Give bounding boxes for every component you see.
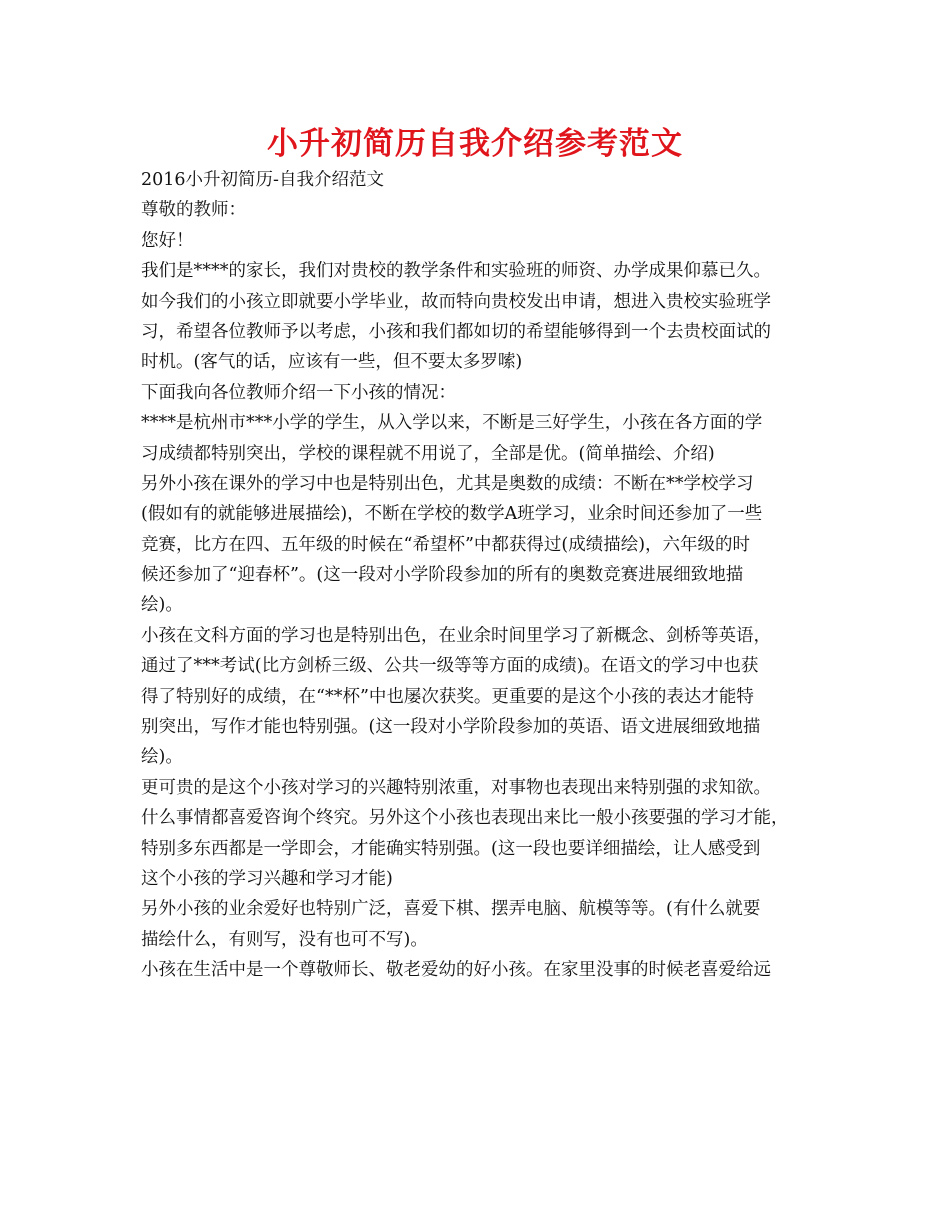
document-title: 小升初简历自我介绍参考范文 xyxy=(267,126,683,162)
body-line: 特别多东西都是一学即会，才能确实特别强。(这一段也要详细描绘，让人感受到 xyxy=(141,838,761,859)
body-line: 尊敬的教师： xyxy=(141,200,246,221)
body-line: 绘)。 xyxy=(141,595,183,616)
body-line: 别突出，写作才能也特别强。(这一段对小学阶段参加的英语、语文进展细致地描 xyxy=(141,717,761,738)
body-line: 小孩在文科方面的学习也是特别出色，在业余时间里学习了新概念、剑桥等英语， xyxy=(141,625,771,646)
body-line: 得了特别好的成绩，在“**杯”中也屡次获奖。更重要的是这个小孩的表达才能特 xyxy=(141,686,754,707)
body-line: 如今我们的小孩立即就要小学毕业，故而特向贵校发出申请，想进入贵校实验班学 xyxy=(141,291,771,312)
body-line: 2016小升初简历-自我介绍范文 xyxy=(141,170,384,190)
body-line: 通过了***考试(比方剑桥三级、公共一级等等方面的成绩)。在语文的学习中也获 xyxy=(141,656,759,677)
body-line: 竞赛，比方在四、五年级的时候在“希望杯”中都获得过(成绩描绘)，六年级的时 xyxy=(141,534,751,555)
body-line: 我们是****的家长，我们对贵校的教学条件和实验班的师资、办学成果仰慕已久。 xyxy=(141,261,771,282)
body-line: 另外小孩在课外的学习中也是特别出色，尤其是奥数的成绩：不断在**学校学习 xyxy=(141,473,754,494)
body-line: 您好！ xyxy=(141,230,194,251)
body-line: 绘)。 xyxy=(141,747,183,768)
body-line: 描绘什么，有则写，没有也可不写)。 xyxy=(141,929,428,950)
body-line: ****是杭州市***小学的学生，从入学以来，不断是三好学生，小孩在各方面的学 xyxy=(141,413,763,434)
body-line: 小孩在生活中是一个尊敬师长、敬老爱幼的好小孩。在家里没事的时候老喜爱给远 xyxy=(141,960,771,981)
body-line: (假如有的就能够进展描绘)，不断在学校的数学A班学习，业余时间还参加了一些 xyxy=(141,504,763,525)
body-line: 这个小孩的学习兴趣和学习才能) xyxy=(141,868,393,889)
document-body xyxy=(141,166,831,987)
body-line: 习，希望各位教师予以考虑，小孩和我们都如切的希望能够得到一个去贵校面试的 xyxy=(141,321,771,342)
body-line: 另外小孩的业余爱好也特别广泛，喜爱下棋、摆弄电脑、航模等等。(有什么就要 xyxy=(141,899,761,920)
body-line: 下面我向各位教师介绍一下小孩的情况： xyxy=(141,382,456,403)
body-line: 什么事情都喜爱咨询个终究。另外这个小孩也表现出来比一般小孩要强的学习才能， xyxy=(141,808,789,829)
body-line: 习成绩都特别突出，学校的课程就不用说了，全部是优。(简单描绘、介绍) xyxy=(141,443,715,464)
body-line: 时机。(客气的话，应该有一些，但不要太多罗嗦) xyxy=(141,352,523,373)
body-line: 候还参加了“迎春杯”。(这一段对小学阶段参加的所有的奥数竞赛进展细致地描 xyxy=(141,565,744,586)
body-line: 更可贵的是这个小孩对学习的兴趣特别浓重，对事物也表现出来特别强的求知欲。 xyxy=(141,777,771,798)
